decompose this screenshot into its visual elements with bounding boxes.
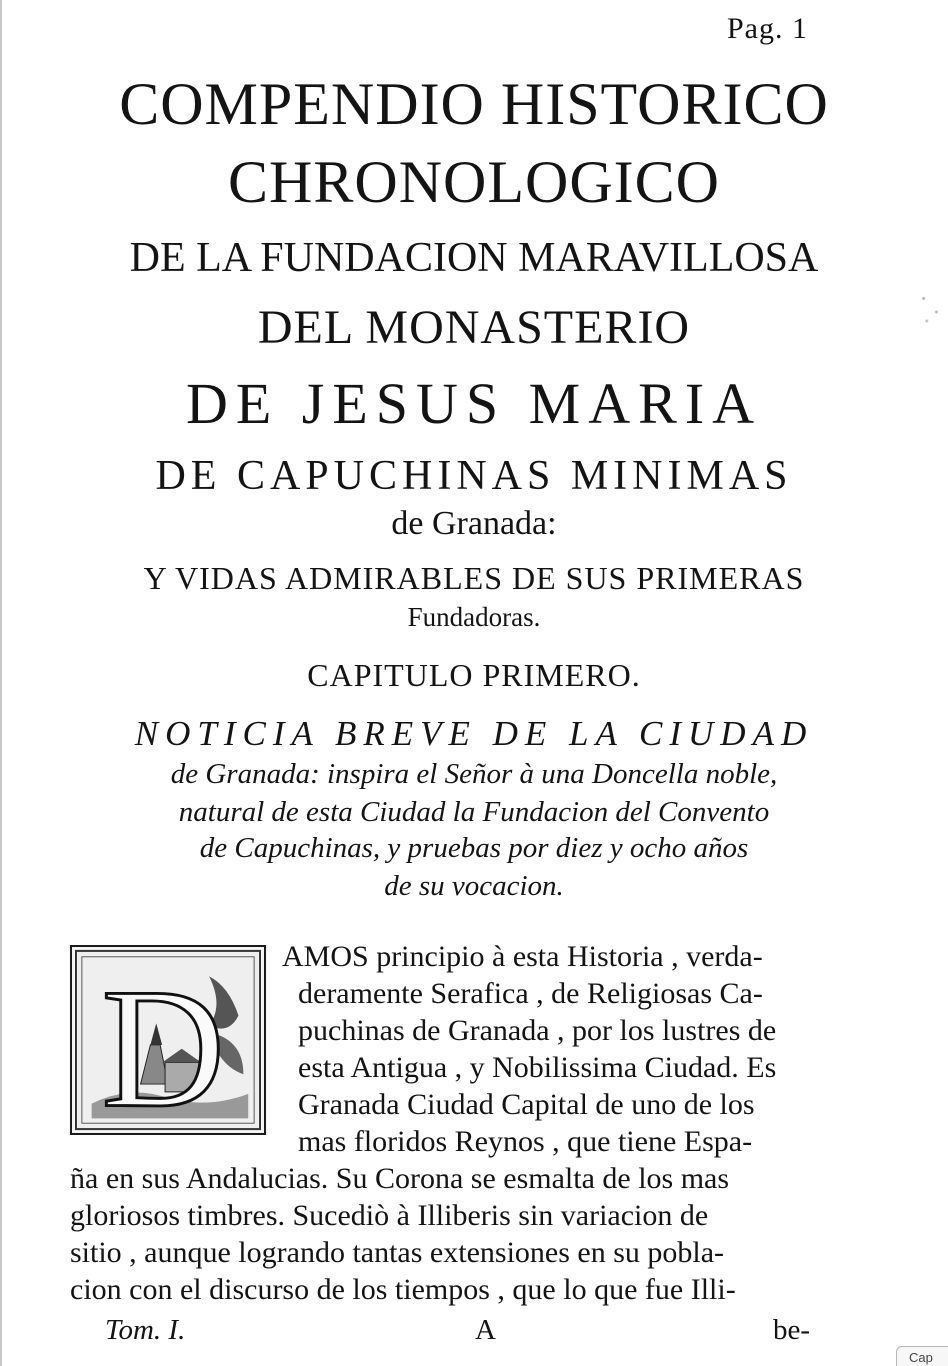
title-line-2: CHRONOLOGICO (228, 149, 720, 215)
signature-mark: A (475, 1314, 496, 1346)
title-line-3: DE LA FUNDACION MARAVILLOSA (129, 235, 819, 281)
decorated-initial-image (72, 947, 264, 1133)
chapter-summary-line: natural de esta Ciudad la Fundacion del Convento (178, 796, 770, 828)
chapter-summary-line: NOTICIA BREVE DE LA CIUDAD (134, 714, 814, 753)
page-number: Pag. 1 (727, 12, 808, 45)
title-line-6: DE CAPUCHINAS MINIMAS (155, 453, 793, 499)
body-text-line: mas floridos Reynos , que tiene Espa- (298, 1125, 753, 1158)
body-text-line: AMOS principio à esta Historia , verda- (282, 940, 763, 973)
title-line-8: Y VIDAS ADMIRABLES DE SUS PRIMERAS (143, 560, 805, 596)
body-text-line: ña en sus Andalucias. Su Corona se esmalta de los mas (70, 1162, 730, 1195)
title-line-4: DEL MONASTERIO (257, 301, 691, 354)
corner-tab[interactable]: Cap (896, 1346, 948, 1366)
chapter-heading: CAPITULO PRIMERO. (307, 657, 641, 693)
chapter-summary-line: de su vocacion. (384, 870, 564, 902)
chapter-summary-line: de Capuchinas, y pruebas por diez y ocho años (199, 832, 749, 864)
title-line-5: DE JESUS MARIA (185, 371, 763, 436)
body-text-line: Granada Ciudad Capital de uno de los (298, 1088, 755, 1121)
volume-mark: Tom. I. (105, 1314, 186, 1346)
title-line-1: COMPENDIO HISTORICO (119, 71, 829, 137)
title-line-7: de Granada: (391, 505, 557, 542)
title-line-9: Fundadoras. (407, 602, 541, 632)
initial-letter: D (101, 953, 226, 1133)
body-text-line: deramente Serafica , de Religiosas Ca- (298, 977, 763, 1010)
body-text-line: puchinas de Granada , por los lustres de (298, 1014, 777, 1047)
body-text-line: esta Antigua , y Nobilissima Ciudad. Es (298, 1051, 777, 1084)
decorated-initial-d (70, 945, 266, 1135)
body-text-line: sitio , aunque logrando tantas extensiones en su pobla- (70, 1236, 725, 1269)
chapter-summary-line: de Granada: inspira el Señor à una Doncella noble, (170, 758, 778, 790)
body-text-line: cion con el discurso de los tiempos , que lo que fue Illi- (70, 1273, 736, 1306)
body-text-line: gloriosos timbres. Sucediò à Illiberis sin variacion de (70, 1199, 709, 1232)
catchword: be- (773, 1314, 811, 1346)
